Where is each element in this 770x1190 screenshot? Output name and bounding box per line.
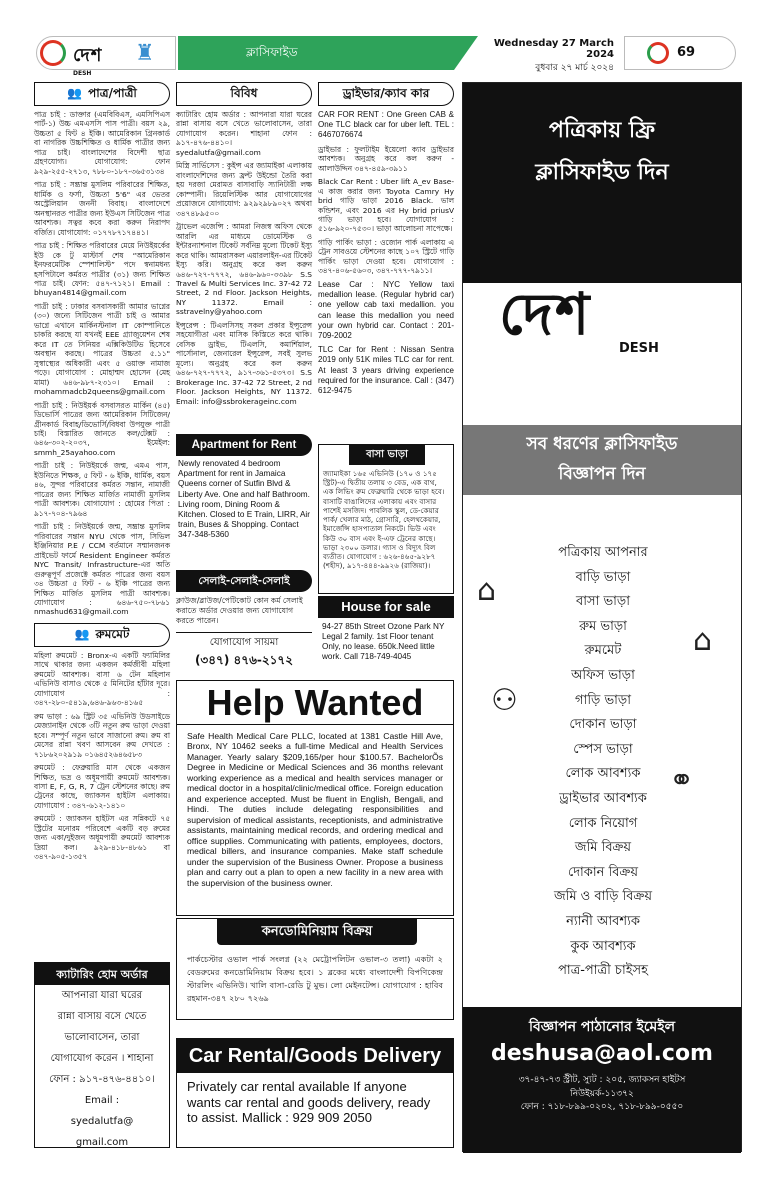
category-item: কুক আবশ্যক <box>570 938 636 954</box>
logo-text: দেশ <box>499 280 592 348</box>
promo-band <box>463 425 741 495</box>
help-wanted-text: Safe Health Medical Care PLLC, located at 1381 Castle Hill Ave, Bronx, NY 10462 seeks a full-time Medical and Health Services Manager. Yearly salary $209,165/per hour $100.57. BachelorÕs Degree in Medicine or Medical Sciences and 36 months relevant working experience as a medical and health services manager or medical doctor in a hospital/clinic/medical office. Foreign education and experience accepted. Must be fluent in English, Bengali, and Hindi. The duties include delegating responsibilities and supervision of medical assistants, receptionists, and administrative assistants, maintaining medical records, and ordering medical and office supplies. Communicating with patients, employees, doctors, medical billers, and insurance companies. Make staff schedule under the supervision of the Business Owner. Propose a business plan and carry out a plan to open a new facility in a new area with the supervision of the business owner. <box>187 731 443 888</box>
category-item: লোক আবশ্যক <box>565 766 641 782</box>
condo-title: কনডোমিনিয়াম বিক্রয় <box>217 919 417 945</box>
classified-ad: পাত্রী চাই : নিউইয়র্কে জন্ম, সম্ভ্রান্ত মুসলিম পরিবারের সন্তান NYU থেকে পাস, সিভিল ইঞ্জিনিয়ার P.E / CCM বর্তমানে সম্মানজনক প্রাইভেট ফার্মে Resident Engineer কর্মরত NYC Transit/ Infrastructure-এর অতি গুরুত্বপূর্ণ প্রজেক্টে কর্মরত পাত্রের জন্য বয়স ৩৪ উচ্চতা ৫ ফিট - ৬ ইঞ্চি পাত্রের জন্য শিক্ষিত মার্জিত মুসলিম পাত্রী আবশ্যক। যোগাযোগ : ৬৪৬-৭৫০-৭৮৬১ nmashud631@gmail.com <box>34 522 170 617</box>
sewing-contact: যোগাযোগ সায়মা <box>176 632 312 652</box>
ring-icon <box>647 42 669 64</box>
apartment-text: Newly renovated 4 bedroom Apartment for rent in Jamaica Queens corner of Sutfin Blvd & Liberty Ave. One and half Bathroom. Living room, Dining Room & Kitchen. Closed to E Train, LIRR, Air train, Buses & Shopping. Contact 347-348-5360 <box>178 459 310 540</box>
office-address <box>463 1074 741 1115</box>
page-header <box>36 36 736 77</box>
catering-ad <box>34 962 170 1148</box>
classified-ad: রুমমেট : ফেব্রুয়ারি মাস থেকে একজন শিক্ষিত, ভদ্র ও অধূমপায়ী রুমমেট আবশ্যক। বাসা E, F, G, R, 7 ট্রেন স্টেশনের কাছে। রুম ট্রেনের কাছে, জ্যাকসন হাইটস এলাকায়। যোগাযোগ : ৩৪৭-৬১২-১৪১০ <box>34 763 170 810</box>
category-item: দোকান ভাড়া <box>569 717 637 733</box>
house-rent-text: জ্যামাইকা ১৬৫ এভিনিউ (১৭০ ও ১৭৫ স্ট্রিট)-এ দ্বিতীয় তলায় ৩ বেড, এক বাথ, এক লিভিং রুম ফেব্রুয়ারি থেকে ভাড়া হবে। বাসাটি বাঙালিদের এলাকায় এবং বাসার পাশেই মসজিদ। পাবলিক স্কুল, ডে-কেয়ার পার্ক/ খেলার মাঠ, গ্রোসারি, হেলথকেয়ার, ইমার্জেন্সি হাসপাতাল নিকটে। ভিউ এবং কিউ ৩০ বাস এবং ই-এফ ট্রেনের কাছে। ভাড়া ২৩০০ ডলার। গ্যাস ও বিদ্যুৎ বিল ব্যতীত। যোগাযোগ : ৬২৬-৪৬৫-৯২৮৭ (শহীদ), ৯১৭-৪৪৪-৯৯২৬ (রাজিয়া)। <box>323 469 445 571</box>
page-number: 69 <box>677 45 696 60</box>
condo-text: পার্কচেস্টার ওভাল পার্ক সংলগ্ন (২২ মেট্রোপলিটন ওভাল-৩ তলা) একটা ২ বেডরুমের কনডোমিনিয়াম বিক্রয় হবে। ১ ব্লকের মধ্যে বাংলাদেশী বিপণিকেন্দ্র স্টারলিং এভিনিউ। খালি বাসা-রেডি টু মুভ। লো মেইনটেন্স। যোগাযোগ : হাবিব রহমান-৩৪৭ ২৮০ ৭২৬৯ <box>187 954 443 1004</box>
house-rent-title: বাসা ভাড়া <box>349 445 425 465</box>
apartment-title: Apartment for Rent <box>176 434 312 456</box>
couple-icon: ⚭ <box>669 763 695 798</box>
promo-top <box>463 83 741 283</box>
classified-ad: TLC Car for Rent : Nissan Sentra 2019 only 51K miles TLC car for rent. At least 3 years driving experience required for the insurance. Call : (347) 612-9475 <box>318 345 454 396</box>
classified-ad: গাড়ি পার্কিং ভাড়া : ওজোন পার্ক এলাকায় এ ট্রেন সাবওয়ে স্টেশনের কাছে ১০৭ স্ট্রিটে গাড়ি পার্কিং ভাড়া দেওয়া হবে। যোগাযোগ : ৩৪৭-৪০৬-৫৬০৩, ৩৪৭-৭৭৭-৭৯১১। <box>318 237 454 276</box>
category-item: স্পেস ভাড়া <box>573 741 633 757</box>
date-bengali: বুধবার ২৭ মার্চ ২০২৪ <box>535 63 614 73</box>
catering-title: ক্যাটারিং হোম অর্ডার <box>35 963 169 985</box>
section-title-patro-patri: 👥 পাত্র/পাত্রী <box>34 82 170 106</box>
catering-line: ফোন : ৯১৭-৪৭৬-৪৪১০। <box>49 1074 155 1085</box>
contact-email[interactable]: deshusa@aol.com <box>491 1041 713 1066</box>
sewing-phone: (৩৪৭) ৪৭৬-২১৭২ <box>194 652 294 667</box>
promo-band-line: সব ধরণের ক্লাসিফাইড <box>526 434 678 454</box>
sewing-text: ক্লাউজ/ব্লাউজ/পেটিকোট কোন কর্ম সেলাই করাতে অর্ডার দেওয়ার জন্য যোগাযোগ করতে পারেন। <box>176 596 303 625</box>
apartment-ad <box>176 434 312 562</box>
catering-line: gmail.com <box>75 1137 129 1148</box>
house-sale-ad <box>318 596 454 674</box>
catering-line: syedalutfa@ <box>70 1116 134 1127</box>
people-icon: 👥 <box>67 86 83 101</box>
date-english: Wednesday 27 March 2024 <box>493 38 614 60</box>
category-item: ড্রাইভার আবশ্যক <box>559 790 647 806</box>
column-misc <box>176 82 312 406</box>
classified-ad: পাত্র চাই : সম্ভ্রান্ত মুসলিম পরিবারের শিক্ষিত, ধার্মিক ও ফর্সা, উচ্চতা 5'6" এর ভেতর অস্ট্রেলিয়ান জননী বিবাহ। বাংলাদেশে অনস্থানরত পাত্রীর জন্য ইউএস সিটিজেন পাত্র আবশ্যক। সত্বর কবে করা করুন নিরাপদ বর্জিত। যোগাযোগ: ০১৭৭৮৭১৭৪৪১। <box>34 180 170 237</box>
address-line: ৩৭-৪৭-৭৩ স্ট্রীট, স্যুট : ২০৫, জ্যাকসন হাইটস <box>518 1075 686 1085</box>
category-item: বাসা ভাড়া <box>575 594 630 610</box>
house-sale-text: 94-27 85th Street Ozone Park NY Legal 2 family. 1st Floor tenant Only, no lease. 650k.Need little work. Call 718-749-4045 <box>322 622 445 661</box>
classified-ad: ইন্সুরেন্স : টিএলসিসহ সকল প্রকার ইন্সুরেন্স সহযোগীতা এবং মাসিক কিস্তিতে করে থাকি। বেসিক ড্রাইভ, টিএলসি, কমার্শিয়াল, পার্সোনাল, জেনারেল ইন্সুরেন্স, সবই সুলভ মূল্যে। অনুগ্রহ করে কল করুন ৬৪৬-৭২৭-৭৭৭২, ৯১৭-৩৬১-৫৩৭৩। S.S Brokerage Inc. 37-42 72 Street, 2 nd Floor. Jackson Heights, NY 11372. Email: info@ssbrokerageinc.com <box>176 320 312 406</box>
free-classified-promo <box>462 82 742 1152</box>
classified-ad: রুমমেট : জ্যাকসন হাইটস এর সন্নিকটে ৭৫ স্ট্রিটের মনোরম পরিবেশে একটি বড় রুমের জন্য একা/দুইজন অধূমপায়ী রুমমেট আবশ্যক দ্রিয়া কল। ৯২৯-৪১৮-৪৮৬১ বা ৩৪৭-৯০৫-১৩৫৭ <box>34 814 170 862</box>
classified-ad: মিস্ত্রি সার্ভিসেস : কুইন্স এর জ্যামাইকা এলাকায় বাংলাদেশিদের জন্য ফ্রন্ট উইন্ডো তৈরি করা হয় দরজা মেরামত বাসাবাড়ি স্যানিটারী লক্ষ কোম্পানী। রিয়েলিস্টিক আর যোগাযোগের প্রয়োজনে যোগাযোগ: ৯২৯২৯৮৯০২৭ অথবা ৩৪৭৪৮৯৫০০ <box>176 161 312 218</box>
category-item: অফিস ভাড়া <box>571 667 635 683</box>
classified-ad: পাত্রী চাই : ঢাকার বসবাসকারী আমার ভাগ্নের (৩০) জন্যে সিটিজেন পাত্রী চাই ও আমার ভাগ্নে এখানে মার্কিনস্টনাল IT কোম্পানিতে চাকরি করছে যা যখনই EEE গ্র্যাজুয়েশন শেষ করে IT তে সিনিয়র এক্সিকিউটিভ হিসেবে অবস্থান করছে। পাত্রের উচ্চতা ৫.১১" সুস্বাস্থ্যের অধিকারী এবং ৫ ওয়াক্ত নামাজ পড়ে। যোগাযোগ : মোহাম্মদ হোসেন (মেহ মামা) ৬৪৬-৯৮৭-২৩১০। Email : mohammadcb2queens@gmail.com <box>34 301 170 397</box>
office-phone: ফোন : ৭১৮-৮৯৯-০২০২, ৭১৮-৮৯৯-০৫৫০ <box>520 1102 684 1112</box>
classified-ad: ট্রাভেল এজেন্সি : আমরা নিজস্ব অফিস থেকে আরলি এর মাধ্যমে ডোমেস্টিক ও ইন্টারন্যাশনাল টিকেট সর্বনিম্ন মূল্যে টিকেট ইস্যু করে থাকি। আমরাসকল এয়ারলাইন-এর টিকেট ইস্যু করি। অনুগ্রহ করে কল করুন ৬৪৬-৭২৭-৭৭৭২, ৬৪৬-৯৬০-৩৩৯৮ S.S Travel & Multi Services Inc. 37-42 72 Street, 2 nd Floor. Jackson Heights, NY 11372. Email : sstravelny@yahoo.com <box>176 222 312 317</box>
statue-of-liberty-icon: ♜ <box>135 41 155 66</box>
house-icon: ⌂ <box>477 573 497 608</box>
address-line: নিউইয়র্ক-১১৩৭২ <box>570 1088 634 1099</box>
classified-ad: পাত্রী চাই : নিউইয়র্কে জন্ম, এমএ পাস, ইউনিতে শিক্ষক, ৫ ফিট - ৬ ইঞ্চি, ধার্মিক, বয়স ৪৬, সুন্দর পরিবারের কর্মরত সন্তান, নামাজী পাত্রের জন্য শিক্ষিত মার্জিত নামাজী মুসলিম পাত্রী আবশ্যক। যোগাযোগ : হোমের পিতা : ৯১৭-৭০৪-৭৯৬৪ <box>34 461 170 518</box>
column-driver-cab <box>318 82 454 396</box>
sewing-ad <box>176 570 312 674</box>
classified-ad: পাত্র চাই : ডাক্তার (এমবিবিএস, এমসিপিএস পার্ট-১) উচ্চ এমএসসি পাস পাত্রী। বয়স ২৯, উচ্চতা ৫ ফিট ৪ ইঞ্চি। আমেরিকান গ্রিনকার্ড বা নাগরিক উচ্চশিক্ষিত ও ধার্মিক পাত্রীর জন্য পাত্র চাই। বাংলাদেশের বিদেশী ছাত্র গ্রহণযোগ্য। যোগাযোগ: ফোন ৯২৯-২৫৫-২৭১৩, ৭৮৮০-১৮৭-৩৬৫৩১৩৪ <box>34 110 170 176</box>
help-wanted-ad <box>176 680 454 916</box>
catering-line: আপনারা যারা ঘরের <box>61 990 143 1001</box>
classified-ad: মহিলা রুমমেট : Bronx-এ একটি ফ্যামিলির সাথে থাকার জন্য একজন কর্মজীবী মহিলা রুমমেট আবশ্যক। বাসা ৬ টেন মহিলান এভিনিউ বাসাও থেকে ৫ মিনিটের হাঁটার দূরে। যোগাযোগ : ৩৪৭-২৮০-৫৪১৯,৬৪৬-৯৬৩-৪১৬৫ <box>34 650 170 708</box>
category-item: জমি ও বাড়ি বিক্রয় <box>553 889 653 905</box>
classified-ad: Lease Car : NYC Yellow taxi medallion lease. (Regular hybrid car) one yellow cab taxi medallion. you can lease this medallion you need your own hybrid car. Contact : 201-709-2002 <box>318 279 454 340</box>
catering-line: রান্না বাসায় বসে খেতে <box>57 1011 147 1022</box>
car-rental-text: Privately car rental available If anyone wants car rental and goods delivery, ready to assist. Mallick : 929 909 2050 <box>187 1079 431 1126</box>
section-title: ক্লাসিফাইড <box>246 45 298 59</box>
house-rent-ad <box>318 444 454 594</box>
help-wanted-title: Help Wanted <box>177 681 453 725</box>
classified-ad: পাত্র চাই : শিক্ষিত পরিবারের মেয়ে নিউইয়র্কের ইউ কে টু মাস্টার্স শেষ “আমেরিকান ইনফরমেটিক স্পেশালিস্ট” পদে স্বনামধন্য হসপিটালে কর্মরত পাত্রীর (৩১) জন্য শিক্ষিত পাত্র চাই। ফোন: ৫৪৭-৭১২১। Email : bhuyan4814@gmail.com <box>34 241 170 298</box>
section-title-driver: ড্রাইভার/ক্যাব কার <box>318 82 454 106</box>
promo-contact <box>463 1007 741 1153</box>
category-item: পত্রিকায় আপনার <box>558 545 648 560</box>
classified-ad: পাত্রী চাই : নিউইয়র্ক বসবাসরত মার্কিন (৪৫) ডিভোর্সি পাত্রের জন্য আমেরিকান সিটিজেন/গ্রীনকার্ড বিবাহ/ডিভোর্সি/বিধবা উপযুক্ত পাত্রী চাই। বিস্তারিত জানতে কল/টেক্সট : ৬৪৬-৩০২-২০৩৭, ইমেইল: smmh_25ayahoo.com <box>34 400 170 457</box>
classified-ad: CAR FOR RENT : One Green CAB & One TLC black car for uber left. TEL : 6467076674 <box>318 110 454 140</box>
page-number-box <box>624 36 736 70</box>
house-sale-title: House for sale <box>318 596 454 618</box>
category-item: জমি বিক্রয় <box>574 840 632 856</box>
ring-icon <box>40 40 66 66</box>
category-item: বাড়ি ভাড়া <box>575 569 631 585</box>
catering-line: Email : <box>84 1095 120 1106</box>
logo-text: দেশ <box>73 45 103 66</box>
house-people-icon: ⌂ <box>693 623 713 658</box>
email-title: বিজ্ঞাপন পাঠানোর ইমেইল <box>528 1019 676 1035</box>
classified-category-list <box>503 541 703 984</box>
category-item: রুম ভাড়া <box>579 618 627 634</box>
catering-line: যোগাযোগ করেন । শাহানা <box>50 1053 154 1064</box>
people-icon: 👥 <box>74 627 90 642</box>
promo-headline: পত্রিকায় ফ্রি <box>549 118 655 143</box>
meeting-icon: ⚇ <box>491 683 518 718</box>
newspaper-logo <box>36 36 176 77</box>
condo-sale-ad <box>176 918 454 1020</box>
section-title-bibidho: বিবিধ <box>176 82 312 106</box>
column-bride-groom <box>34 82 170 862</box>
classified-ad: ক্যাটারিং হোম অর্ডার : আপনারা যারা ঘরের রান্না বাসায় বসে খেতে ভালোবাসেন, তারা যোগাযোগ করেন। শাহানা ফোন : ৯১৭-৪৭৬-৪৪১০। syedalutfa@gmail.com <box>176 110 312 157</box>
car-rental-title: Car Rental/Goods Delivery <box>177 1039 453 1073</box>
car-rental-ad <box>176 1038 454 1148</box>
classified-ad: রুম ভাড়া : ৬৯ স্ট্রিট ৩৫ এভিনিউ উডসাইডে মেজ্যানাইন থেকে ৩টি নতুন রুম ভাড়া দেওয়া হবে। সম্পূর্ণ নতুন ভাবে সাজানো রুম। রুম বা মেসের রান্না খবণ আসবেন রুম দেখতে : ৭১৮৬২০২৯১৯ ০১৬৪৫২৬৪৬৫৮৩ <box>34 711 170 759</box>
sewing-title: সেলাই-সেলাই-সেলাই <box>176 570 312 592</box>
classified-ad: Black Car Rent : Uber lift A_ev Base-এ কাজ করার জন্য Toyota Camry Hy brid গাড়ি ভাড়া 2016 Black. ভাল কন্ডিশন, এবং 2016 এর Hy brid priusV গাড়ি ভাড়া হবে। যোগাযোগ : ৫১৬-৯২০-৭৫৩০। ভাড়া আলোচনা সাপেক্ষে। <box>318 177 454 234</box>
promo-band-line: বিজ্ঞাপন দিন <box>558 464 646 484</box>
section-band <box>178 36 478 70</box>
category-item: লোক নিয়োগ <box>568 815 638 831</box>
section-title-roommate: 👥 রুমমেট <box>34 623 170 647</box>
classified-ad: ড্রাইভার : ফুলটাইম ইয়েলো ক্যাব ড্রাইভার আবশ্যক। অনুগ্রহ করে কল করুন - আলাউদ্দিন ৩৪৭-৪৫৯-৩৯১১ <box>318 144 454 173</box>
catering-line: ভালোবাসেন, তারা <box>64 1032 140 1043</box>
issue-date <box>484 38 614 75</box>
logo-sub: DESH <box>73 70 92 77</box>
category-item: গাড়ি ভাড়া <box>575 692 631 708</box>
category-item: দোকান বিক্রয় <box>567 864 639 880</box>
category-item: ন্যানী আবশ্যক <box>566 913 640 929</box>
logo-sub: DESH <box>619 341 659 356</box>
category-item: পাত্র-পাত্রী চাইসহ <box>558 963 648 979</box>
desh-logo <box>499 279 709 379</box>
category-item: রুমমেট <box>584 643 622 659</box>
promo-headline: ক্লাসিফাইড দিন <box>535 160 669 185</box>
